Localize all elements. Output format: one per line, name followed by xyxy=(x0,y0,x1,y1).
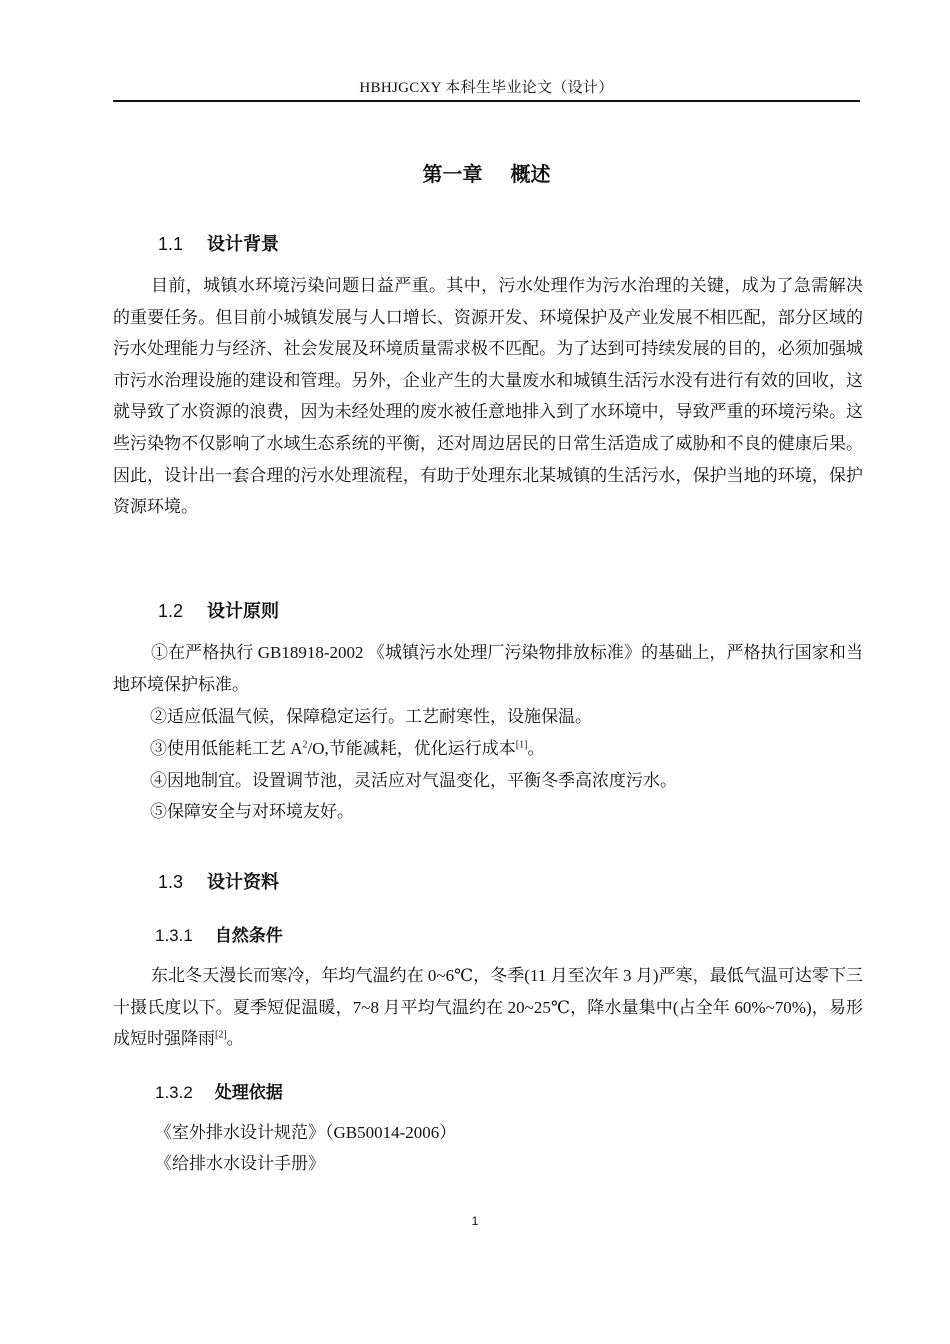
reference-1: 《室外排水设计规范》（GB50014-2006） xyxy=(155,1123,457,1142)
principle-item-3-text-cont: /O,节能减耗，优化运行成本 xyxy=(307,739,516,758)
background-paragraph: 目前，城镇水环境污染问题日益严重。其中，污水处理作为污水治理的关键，成为了急需解决的重要任务。但目前小城镇发展与人口增长、资源开发、环境保护及产业发展不相匹配，部分区域的污水处理能力与经济、社会发展及环境质量需求极不匹配。为了达到可持续发展的目的，必须加强城市污水治理设施的建设和管理。另外，企业产生的大量废水和城镇生活污水没有进行有效的回收，这就导致了水资源的浪费，因为未经处理的废水被任意地排入到了水环境中，导致严重的环境污染。这些污染物不仅影响了水域生态系统的平衡，还对周边居民的日常生活造成了威胁和不良的健康后果。因此，设计出一套合理的污水处理流程，有助于处理东北某城镇的生活污水，保护当地的环境，保护资源环境。 xyxy=(113,276,863,517)
running-header: HBHJGCXY 本科生毕业论文（设计） xyxy=(359,80,614,96)
chapter-heading xyxy=(113,158,860,187)
header-rule xyxy=(113,100,860,102)
natural-conditions-paragraph xyxy=(113,960,863,1055)
section-title: 设计资料 xyxy=(207,872,280,893)
section-number: 1.1 xyxy=(158,234,184,254)
reference-2: 《给排水水设计手册》 xyxy=(155,1154,325,1173)
principle-item-3-end: 。 xyxy=(527,739,545,758)
section-heading-1-1 xyxy=(158,230,279,256)
citation-ref: [1] xyxy=(515,739,528,751)
page-number: 1 xyxy=(471,1214,479,1228)
principle-item-2: ②适应低温气候，保障稳定运行。工艺耐寒性，设施保温。 xyxy=(150,707,592,726)
principle-item-5: ⑤保障安全与对环境友好。 xyxy=(150,802,354,821)
principle-item-1: ①在严格执行 GB18918-2002 《城镇污水处理厂污染物排放标准》的基础上，严格执行国家和当地环境保护标准。 xyxy=(113,643,863,694)
section-number: 1.3 xyxy=(158,872,184,892)
principle-item-4: ④因地制宜。设置调节池，灵活应对气温变化，平衡冬季高浓度污水。 xyxy=(150,771,677,790)
natural-conditions-text: 东北冬天漫长而寒冷，年均气温约在 0~6℃，冬季(11 月至次年 3 月)严寒，最低气温可达零下三十摄氏度以下。夏季短促温暖，7~8 月平均气温约在 20~25℃，降水量集中(占全年 60%~70%)，易形成短时强降雨 xyxy=(113,966,863,1049)
section-number: 1.2 xyxy=(158,601,184,621)
section-heading-1-2 xyxy=(158,597,279,623)
superscript: 2 xyxy=(302,739,308,751)
section-heading-1-3 xyxy=(158,868,279,894)
section-title: 设计原则 xyxy=(207,601,280,622)
subsection-title: 处理依据 xyxy=(214,1083,283,1103)
chapter-number: 第一章 xyxy=(422,162,483,186)
subsection-number: 1.3.1 xyxy=(155,926,193,945)
natural-conditions-end: 。 xyxy=(226,1029,244,1049)
principle-item-3 xyxy=(150,733,544,764)
subsection-title: 自然条件 xyxy=(214,926,283,946)
section-title: 设计背景 xyxy=(207,234,280,255)
subsection-number: 1.3.2 xyxy=(155,1083,193,1102)
subsection-heading-1-3-2 xyxy=(155,1078,283,1103)
citation-ref: [2] xyxy=(215,1029,227,1041)
subsection-heading-1-3-1 xyxy=(155,921,283,946)
principle-item-3-text: ③使用低能耗工艺 A xyxy=(150,739,303,758)
chapter-title: 概述 xyxy=(510,162,551,186)
